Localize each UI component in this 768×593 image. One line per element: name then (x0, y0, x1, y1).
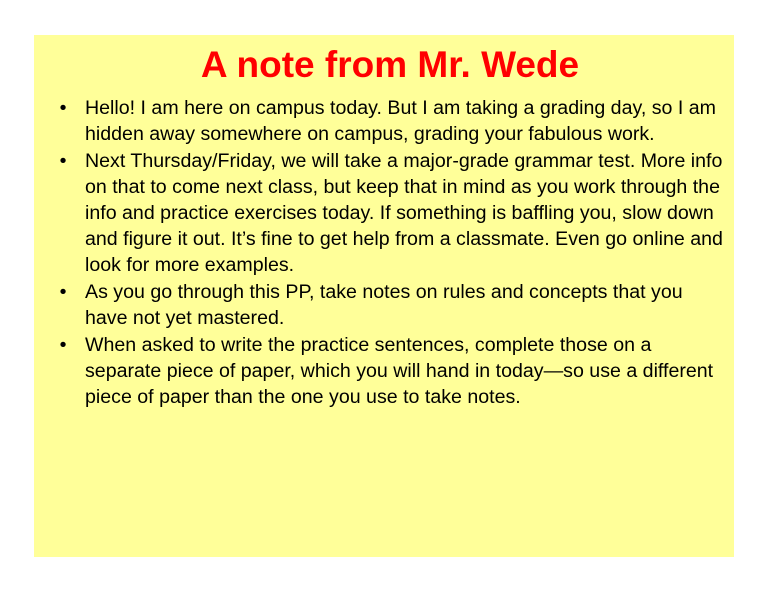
bullet-item (49, 95, 729, 147)
bullet-text: As you go through this PP, take notes on rules and concepts that you have not yet mastered. (85, 281, 683, 329)
bullet-icon: • (59, 281, 67, 303)
bullet-text: Hello! I am here on campus today. But I am taking a grading day, so I am hidden away somewhere on campus, grading your fabulous work. (85, 97, 716, 145)
bullet-icon: • (59, 97, 67, 119)
bullet-item (49, 148, 729, 278)
bullet-icon: • (59, 150, 67, 172)
bullet-item (49, 332, 729, 410)
bullet-text: Next Thursday/Friday, we will take a major-grade grammar test. More info on that to come next class, but keep that in mind as you work through the info and practice exercises today. If something is baffling you, slow down and figure it out. It’s fine to get help from a classmate. Even go online and look for more examples. (85, 150, 723, 276)
bullet-icon: • (59, 334, 67, 356)
slide-title: A note from Mr. Wede (200, 44, 580, 85)
bullet-text: When asked to write the practice sentences, complete those on a separate piece of paper, which you will hand in today—so use a different piece of paper than the one you use to take notes. (85, 334, 714, 408)
bullet-item (49, 279, 729, 331)
bullet-list (49, 95, 729, 411)
slide (34, 35, 734, 557)
